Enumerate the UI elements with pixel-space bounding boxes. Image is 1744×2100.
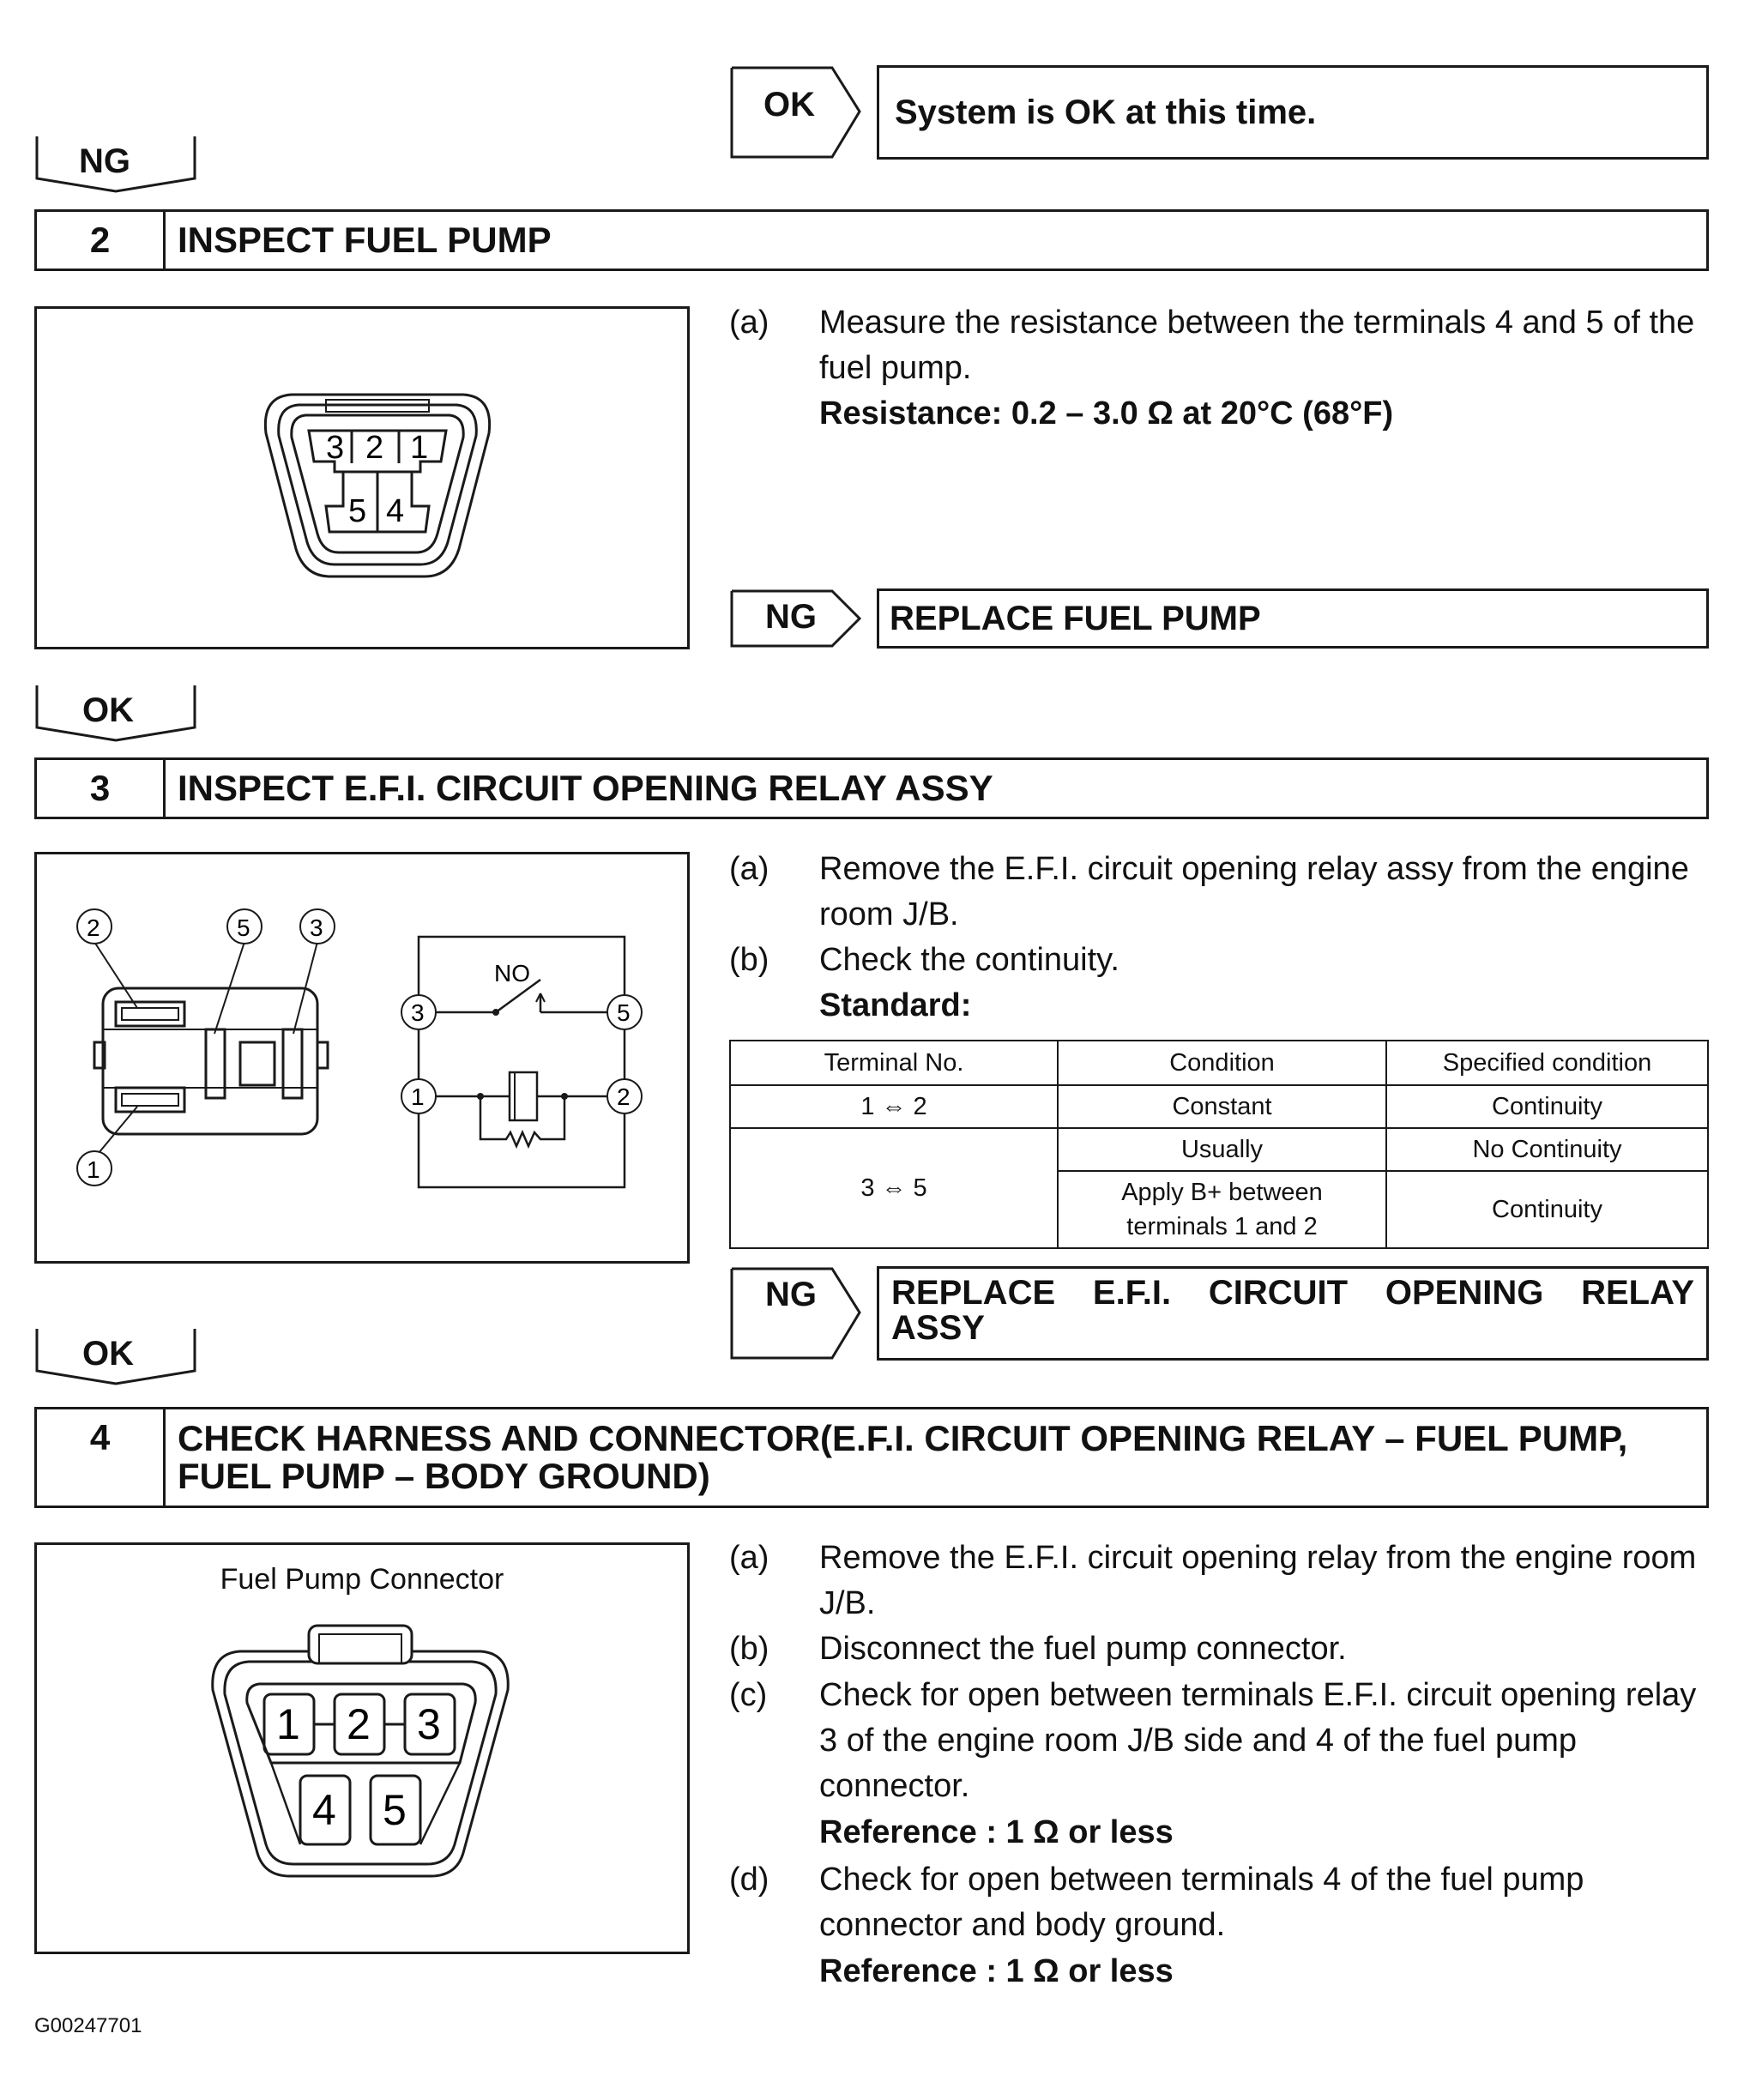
step-4-c-text: Check for open between terminals E.F.I. circuit opening relay 3 of the engine room J/B side and 4 of the fuel pump connector. bbox=[819, 1677, 1697, 1804]
ng-tag-step3: NG bbox=[765, 1276, 817, 1313]
replace-relay-box: REPLACE E.F.I. CIRCUIT OPENING RELAY ASSY bbox=[877, 1266, 1709, 1361]
step-4-d-text: Check for open between terminals 4 of the fuel pump connector and body ground. bbox=[819, 1862, 1584, 1943]
ok-result-box bbox=[877, 65, 1709, 160]
continuity-standard-table bbox=[729, 1040, 1709, 1249]
step-4-b-label: (b) bbox=[729, 1631, 769, 1667]
connector-pin-3: 3 bbox=[417, 1700, 441, 1748]
ng-tag-top: NG bbox=[79, 142, 130, 180]
fuel-pump-connector-drawing bbox=[257, 386, 498, 583]
circuit-pin-2: 2 bbox=[617, 1083, 631, 1110]
step-4-title: CHECK HARNESS AND CONNECTOR(E.F.I. CIRCUIT OPENING RELAY – FUEL PUMP, FUEL PUMP – BODY GROUND) bbox=[163, 1407, 1709, 1508]
circuit-pin-1: 1 bbox=[411, 1083, 425, 1110]
circuit-no-label: NO bbox=[494, 960, 530, 987]
step-3-a-label: (a) bbox=[729, 851, 769, 887]
step-2-resistance-spec: Resistance: 0.2 – 3.0 Ω at 20°C (68°F) bbox=[819, 395, 1394, 431]
relay-callout-3: 3 bbox=[310, 914, 323, 941]
connector-pin-1: 1 bbox=[276, 1700, 300, 1748]
step-3-a-text: Remove the E.F.I. circuit opening relay assy from the engine room J/B. bbox=[819, 851, 1689, 932]
step-2-title: INSPECT FUEL PUMP bbox=[163, 209, 1709, 271]
pin-5-label: 5 bbox=[348, 493, 367, 529]
step-3-title: INSPECT E.F.I. CIRCUIT OPENING RELAY ASSY bbox=[163, 757, 1709, 819]
fuel-pump-connector-face bbox=[206, 1626, 515, 1883]
connector-pin-5: 5 bbox=[383, 1786, 407, 1834]
standard-label: Standard: bbox=[819, 987, 972, 1023]
row2-condition: Usually bbox=[1058, 1128, 1386, 1171]
step-4-number: 4 bbox=[34, 1407, 163, 1508]
row1-spec: Continuity bbox=[1386, 1085, 1708, 1128]
circuit-pin-5: 5 bbox=[617, 999, 631, 1026]
step-2-number: 2 bbox=[34, 209, 163, 271]
row3-condition: Apply B+ between terminals 1 and 2 bbox=[1058, 1171, 1386, 1248]
step-4-c-reference: Reference : 1 Ω or less bbox=[819, 1814, 1174, 1850]
step-4-d-label: (d) bbox=[729, 1862, 769, 1898]
relay-callout-2: 2 bbox=[87, 914, 100, 941]
header-specified: Specified condition bbox=[1386, 1041, 1708, 1085]
ok-tag-top: OK bbox=[763, 86, 815, 124]
connector-pin-2: 2 bbox=[347, 1700, 371, 1748]
relay-physical-drawing bbox=[69, 901, 360, 1184]
replace-fuel-pump-box: REPLACE FUEL PUMP bbox=[877, 588, 1709, 649]
header-condition: Condition bbox=[1058, 1041, 1386, 1085]
step-4-a-label: (a) bbox=[729, 1540, 769, 1576]
relay-circuit-schematic bbox=[395, 926, 652, 1184]
step-3-b-text: Check the continuity. bbox=[819, 942, 1119, 978]
pin-1-label: 1 bbox=[410, 430, 429, 466]
step-3-number: 3 bbox=[34, 757, 163, 819]
ok-result-text: System is OK at this time. bbox=[895, 94, 1317, 131]
row2-terminal: 3 ⇔ 5 bbox=[730, 1128, 1058, 1248]
row1-terminal: 1 ⇔ 2 bbox=[730, 1085, 1058, 1128]
step-4-c-label: (c) bbox=[729, 1677, 768, 1713]
step-4-a-text: Remove the E.F.I. circuit opening relay from the engine room J/B. bbox=[819, 1540, 1697, 1621]
step-4-b-text: Disconnect the fuel pump connector. bbox=[819, 1631, 1347, 1667]
ok-tag-step3: OK bbox=[82, 1335, 134, 1373]
relay-callout-5: 5 bbox=[237, 914, 250, 941]
row3-spec: Continuity bbox=[1386, 1171, 1708, 1248]
connector-pin-4: 4 bbox=[312, 1786, 336, 1834]
step-3-b-label: (b) bbox=[729, 942, 769, 978]
pin-4-label: 4 bbox=[386, 493, 405, 529]
row2-spec: No Continuity bbox=[1386, 1128, 1708, 1171]
step-2-a-label: (a) bbox=[729, 305, 769, 341]
row1-condition: Constant bbox=[1058, 1085, 1386, 1128]
ng-tag-step2: NG bbox=[765, 598, 817, 636]
footer-code: G00247701 bbox=[34, 2014, 142, 2037]
ok-tag-step2: OK bbox=[82, 691, 134, 729]
circuit-pin-3: 3 bbox=[411, 999, 425, 1026]
relay-callout-1: 1 bbox=[87, 1156, 100, 1183]
pin-3-label: 3 bbox=[326, 430, 345, 466]
header-terminal: Terminal No. bbox=[730, 1041, 1058, 1085]
pin-2-label: 2 bbox=[365, 430, 384, 466]
step-2-a-text: Measure the resistance between the terminals 4 and 5 of the fuel pump. bbox=[819, 305, 1695, 386]
connector-title: Fuel Pump Connector bbox=[220, 1563, 504, 1596]
step-4-d-reference: Reference : 1 Ω or less bbox=[819, 1953, 1174, 1989]
